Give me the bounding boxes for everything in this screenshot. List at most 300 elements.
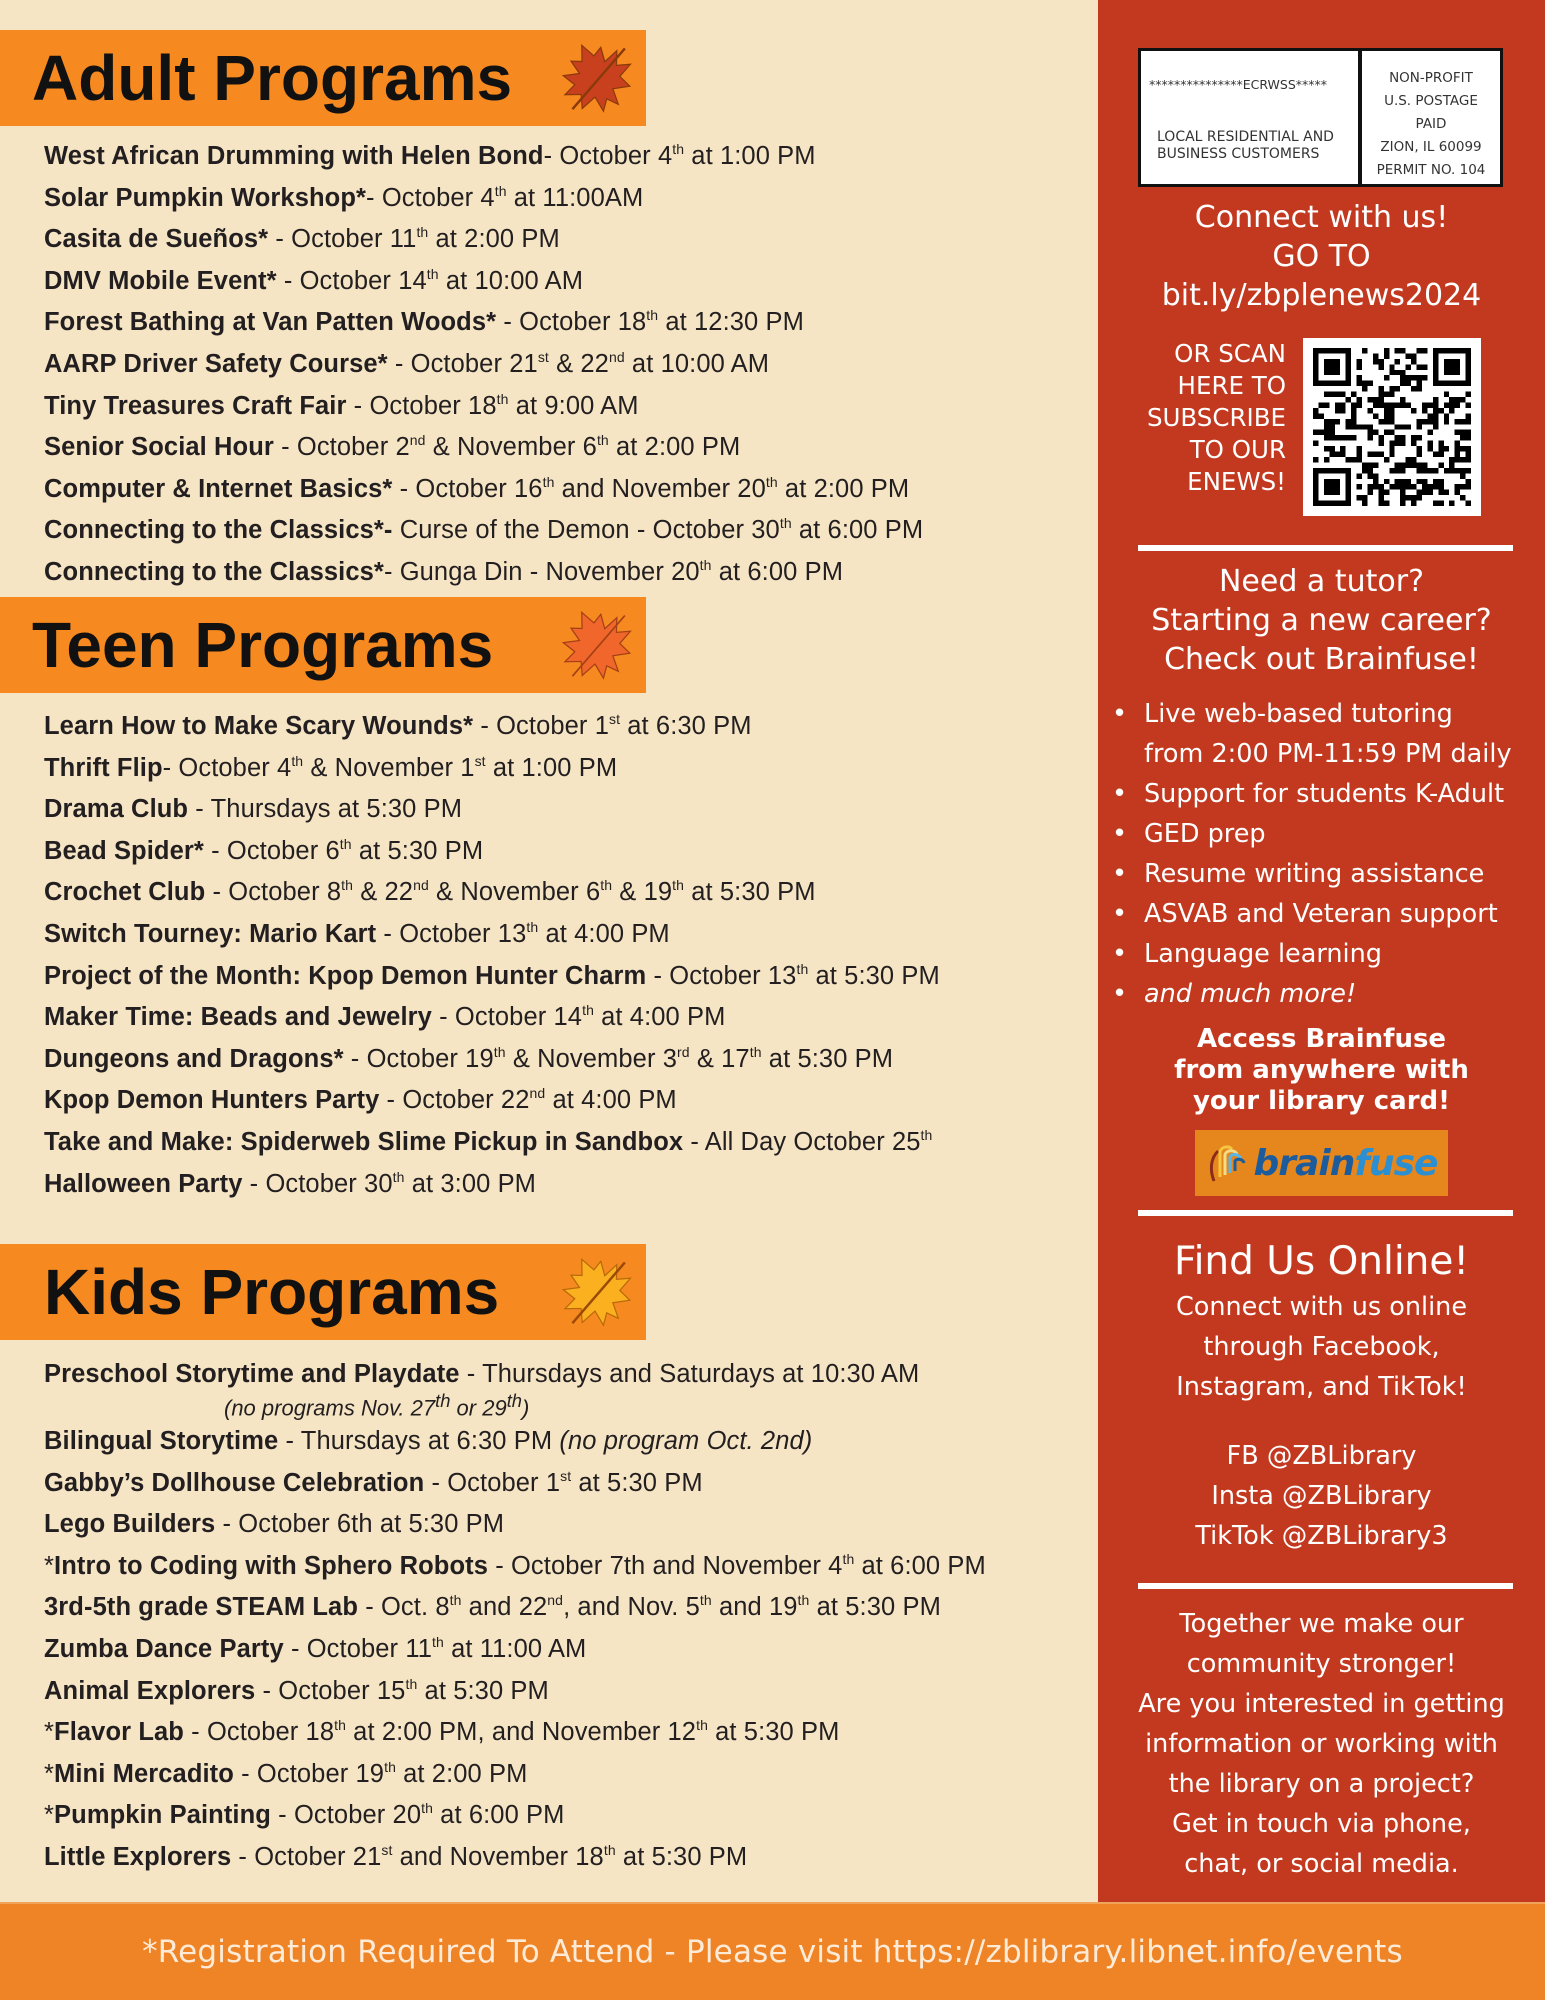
qr-module	[1455, 484, 1460, 489]
recipient-line: LOCAL RESIDENTIAL AND	[1157, 129, 1334, 145]
registration-asterisk: *	[44, 1551, 55, 1580]
kids-programs-list	[44, 1355, 986, 1879]
maple-leaf-icon	[556, 603, 638, 687]
qr-module	[1367, 381, 1372, 386]
program-schedule: - October 2nd & November 6th at 2:00 PM	[273, 432, 741, 462]
divider	[1138, 1210, 1513, 1216]
qr-module	[1395, 479, 1400, 484]
teen-programs-list	[44, 706, 940, 1205]
qr-module	[1389, 430, 1394, 435]
program-schedule: - October 1st at 5:30 PM	[424, 1467, 703, 1497]
qr-module	[1400, 501, 1405, 506]
qr-module	[1378, 392, 1383, 397]
qr-module	[1367, 462, 1372, 467]
program-schedule: - October 8th & 22nd & November 6th & 19th at 5:30 PM	[205, 877, 816, 907]
program-schedule: - October 11th at 11:00 AM	[283, 1633, 587, 1663]
permit-box	[1362, 51, 1500, 184]
qr-module	[1329, 452, 1334, 457]
qr-module	[1455, 430, 1460, 435]
qr-module	[1340, 392, 1345, 397]
qr-module	[1455, 452, 1460, 457]
permit-line: NON-PROFIT	[1389, 70, 1473, 86]
program-item	[44, 1421, 986, 1463]
qr-module	[1438, 490, 1443, 495]
qr-module	[1367, 430, 1372, 435]
qr-module	[1411, 435, 1416, 440]
qr-module	[1411, 386, 1416, 391]
program-schedule: - October 15th at 5:30 PM	[255, 1675, 549, 1705]
qr-module	[1335, 435, 1340, 440]
qr-module	[1395, 435, 1400, 440]
qr-module	[1367, 408, 1372, 413]
qr-module	[1324, 419, 1329, 424]
qr-module	[1417, 462, 1422, 467]
qr-module	[1460, 435, 1465, 440]
qr-module	[1378, 397, 1383, 402]
adult-programs-header	[0, 30, 646, 126]
qr-module	[1455, 402, 1460, 407]
qr-module	[1357, 381, 1362, 386]
qr-module	[1357, 364, 1362, 369]
qr-module	[1362, 462, 1367, 467]
qr-module	[1329, 392, 1334, 397]
qr-module	[1373, 462, 1378, 467]
registration-asterisk: *	[44, 1801, 55, 1830]
qr-module	[1324, 402, 1329, 407]
qr-module	[1357, 424, 1362, 429]
qr-module	[1422, 375, 1427, 380]
qr-module	[1335, 419, 1340, 424]
qr-module	[1466, 402, 1471, 407]
heading-line: Starting a new career?	[1151, 603, 1492, 638]
qr-module	[1427, 446, 1432, 451]
community-line: Get in touch via phone,	[1172, 1809, 1471, 1839]
program-schedule: - All Day October 25th	[683, 1126, 933, 1156]
qr-module	[1362, 348, 1367, 353]
program-schedule: - October 21st & 22nd at 10:00 AM	[387, 348, 770, 378]
qr-module	[1433, 479, 1438, 484]
qr-module	[1389, 446, 1394, 451]
recipient-line: BUSINESS CUSTOMERS	[1157, 146, 1320, 162]
program-item	[44, 1122, 940, 1164]
program-name: Project of the Month: Kpop Demon Hunter Charm	[44, 961, 647, 990]
qr-module	[1373, 413, 1378, 418]
section-title: Adult Programs	[32, 42, 513, 114]
qr-module	[1373, 452, 1378, 457]
scan-instructions	[1136, 338, 1286, 498]
qr-module	[1362, 495, 1367, 500]
program-schedule: - October 16th and November 20th at 2:00 PM	[392, 473, 910, 503]
qr-module	[1411, 457, 1416, 462]
qr-module	[1449, 468, 1454, 473]
qr-module	[1411, 484, 1416, 489]
program-item	[44, 552, 923, 594]
program-schedule: - October 19th at 2:00 PM	[233, 1758, 528, 1788]
qr-module	[1422, 348, 1427, 353]
qr-module	[1400, 348, 1405, 353]
qr-module	[1400, 375, 1405, 380]
community-line: information or working with	[1145, 1729, 1498, 1759]
program-name: Preschool Storytime and Playdate	[44, 1360, 460, 1388]
program-item	[44, 344, 923, 386]
qr-module	[1460, 446, 1465, 451]
program-name: Forest Bathing at Van Patten Woods*	[44, 308, 497, 337]
brainfuse-logo[interactable]	[1195, 1130, 1448, 1196]
qr-module	[1357, 452, 1362, 457]
qr-module	[1340, 435, 1345, 440]
program-schedule: - October 6th at 5:30 PM	[203, 835, 484, 865]
qr-module	[1324, 392, 1329, 397]
registration-asterisk: *	[44, 1718, 55, 1747]
enews-link[interactable]: bit.ly/zbplenews2024	[1161, 278, 1482, 313]
program-item	[44, 1504, 986, 1546]
qr-module	[1449, 408, 1454, 413]
program-name: Connecting to the Classics*-	[44, 516, 393, 545]
qr-module	[1422, 462, 1427, 467]
program-item	[44, 136, 923, 178]
access-line: your library card!	[1192, 1086, 1451, 1116]
scan-line: SUBSCRIBE	[1146, 403, 1286, 432]
qr-module	[1400, 424, 1405, 429]
mailing-address-box	[1141, 51, 1362, 184]
qr-module	[1411, 353, 1416, 358]
scan-line: ENEWS!	[1187, 467, 1286, 496]
qr-module	[1389, 386, 1394, 391]
qr-module	[1378, 452, 1383, 457]
qr-module	[1389, 468, 1394, 473]
program-name: Casita de Sueños*	[44, 225, 269, 254]
qr-module	[1438, 462, 1443, 467]
qr-module	[1449, 462, 1454, 467]
qr-module	[1384, 408, 1389, 413]
program-name: Intro to Coding with Sphero Robots	[54, 1551, 489, 1580]
qr-module	[1417, 452, 1422, 457]
qr-module	[1351, 419, 1356, 424]
qr-module	[1400, 402, 1405, 407]
qr-module	[1384, 419, 1389, 424]
program-item	[44, 748, 940, 790]
bullet-icon: •	[1112, 699, 1128, 729]
qr-module	[1389, 419, 1394, 424]
program-item	[44, 469, 923, 511]
qr-module	[1324, 430, 1329, 435]
program-schedule: - October 11th at 2:00 PM	[268, 224, 560, 254]
program-name: Drama Club	[44, 795, 189, 824]
program-schedule: - October 22nd at 4:00 PM	[379, 1085, 677, 1115]
qr-module	[1438, 501, 1443, 506]
info-panel	[1098, 0, 1545, 1902]
qr-module	[1449, 397, 1454, 402]
program-name: Dungeons and Dragons*	[44, 1044, 344, 1073]
qr-module	[1422, 468, 1427, 473]
qr-module	[1411, 462, 1416, 467]
qr-module	[1367, 452, 1372, 457]
program-item	[44, 872, 940, 914]
qr-module	[1433, 419, 1438, 424]
feature-item	[1112, 974, 1512, 1014]
qr-module	[1455, 419, 1460, 424]
qr-module	[1367, 473, 1372, 478]
social-handles	[1098, 1436, 1545, 1556]
qr-module	[1427, 413, 1432, 418]
program-item	[44, 1795, 986, 1837]
qr-module	[1378, 402, 1383, 407]
qr-module	[1444, 402, 1449, 407]
qr-module	[1384, 457, 1389, 462]
feature-text: Support for students K-Adult	[1144, 779, 1505, 809]
find-us-online-heading: Find Us Online!	[1174, 1239, 1469, 1284]
program-note: (no programs Nov. 27th or 29th)	[224, 1390, 530, 1421]
qr-module	[1433, 468, 1438, 473]
qr-module	[1444, 419, 1449, 424]
permit-line: U.S. POSTAGE	[1384, 93, 1478, 109]
qr-module	[1329, 424, 1334, 429]
qr-module	[1400, 479, 1405, 484]
qr-module	[1318, 430, 1323, 435]
program-schedule: - October 13th at 4:00 PM	[376, 918, 670, 948]
qr-module	[1433, 402, 1438, 407]
qr-code[interactable]	[1303, 338, 1481, 516]
feature-item	[1112, 814, 1512, 854]
qr-module	[1389, 484, 1394, 489]
feature-text: from 2:00 PM-11:59 PM daily	[1144, 739, 1512, 769]
qr-module	[1438, 446, 1443, 451]
qr-module	[1406, 462, 1411, 467]
qr-module	[1400, 381, 1405, 386]
community-line: Together we make our	[1179, 1609, 1464, 1639]
program-name: Bead Spider*	[44, 836, 204, 865]
program-schedule: - October 18th at 2:00 PM, and November 12th at 5:30 PM	[183, 1717, 840, 1747]
community-line: Are you interested in getting	[1138, 1689, 1505, 1719]
qr-module	[1460, 419, 1465, 424]
qr-module	[1411, 359, 1416, 364]
qr-module	[1351, 408, 1356, 413]
program-name: Flavor Lab	[54, 1718, 184, 1747]
qr-module	[1395, 468, 1400, 473]
qr-module	[1395, 424, 1400, 429]
qr-module	[1438, 484, 1443, 489]
qr-module	[1444, 392, 1449, 397]
registration-footer	[0, 1902, 1545, 2000]
program-schedule: - October 7th and November 4th at 6:00 PM	[488, 1550, 986, 1580]
qr-module	[1395, 402, 1400, 407]
qr-module	[1400, 397, 1405, 402]
qr-module	[1324, 424, 1329, 429]
program-name: Learn How to Make Scary Wounds*	[44, 712, 474, 740]
qr-module	[1433, 413, 1438, 418]
qr-module	[1427, 419, 1432, 424]
qr-module	[1400, 484, 1405, 489]
bullet-icon: •	[1112, 899, 1128, 929]
divider	[1138, 545, 1513, 551]
qr-module	[1406, 402, 1411, 407]
qr-module	[1466, 479, 1471, 484]
program-schedule: - October 14th at 10:00 AM	[276, 265, 584, 295]
qr-module	[1335, 402, 1340, 407]
tiktok-handle[interactable]: TikTok @ZBLibrary3	[1195, 1521, 1448, 1551]
qr-module	[1395, 359, 1400, 364]
qr-module	[1373, 479, 1378, 484]
qr-module	[1335, 392, 1340, 397]
community-message	[1098, 1604, 1545, 1884]
logo-text: fuse	[1354, 1142, 1438, 1184]
qr-module	[1340, 408, 1345, 413]
qr-module	[1460, 430, 1465, 435]
qr-module	[1367, 424, 1372, 429]
program-item	[44, 219, 923, 261]
qr-module	[1373, 359, 1378, 364]
qr-module	[1417, 479, 1422, 484]
registration-notice[interactable]: *Registration Required To Attend - Please visit https://zblibrary.libnet.info/events	[142, 1934, 1403, 1970]
qr-module	[1384, 402, 1389, 407]
qr-module	[1313, 413, 1318, 418]
qr-module	[1324, 479, 1340, 495]
qr-module	[1449, 402, 1454, 407]
registration-asterisk: *	[44, 1759, 55, 1788]
ecrwss-line: ***************ECRWSS*****	[1149, 77, 1328, 92]
qr-module	[1357, 402, 1362, 407]
qr-module	[1324, 446, 1329, 451]
qr-module	[1357, 495, 1362, 500]
qr-module	[1411, 501, 1416, 506]
qr-module	[1433, 452, 1438, 457]
qr-module	[1427, 430, 1432, 435]
qr-module	[1351, 424, 1356, 429]
qr-module	[1466, 430, 1471, 435]
qr-module	[1313, 408, 1318, 413]
qr-module	[1460, 473, 1465, 478]
program-name: Kpop Demon Hunters Party	[44, 1086, 380, 1115]
qr-module	[1433, 408, 1438, 413]
qr-module	[1384, 353, 1389, 358]
program-item	[44, 510, 923, 552]
qr-module	[1351, 413, 1356, 418]
qr-module	[1378, 364, 1383, 369]
program-schedule: - October 14th at 4:00 PM	[431, 1002, 726, 1032]
program-name: Tiny Treasures Craft Fair	[44, 391, 347, 420]
adult-programs-list	[44, 136, 923, 594]
program-schedule: - October 18th at 12:30 PM	[496, 307, 804, 337]
qr-module	[1389, 392, 1394, 397]
program-schedule: - Thursdays at 5:30 PM	[188, 795, 463, 824]
qr-module	[1351, 392, 1356, 397]
qr-module	[1460, 495, 1465, 500]
section-title: Kids Programs	[44, 1256, 500, 1328]
program-name: 3rd-5th grade STEAM Lab	[44, 1593, 359, 1622]
qr-module	[1389, 413, 1394, 418]
program-schedule: - October 4th at 1:00 PM	[543, 141, 816, 170]
qr-module	[1433, 397, 1438, 402]
program-name: Crochet Club	[44, 878, 206, 907]
qr-module	[1351, 457, 1356, 462]
program-item	[44, 1355, 986, 1389]
connect-goto: GO TO	[1272, 239, 1371, 274]
qr-module	[1357, 446, 1362, 451]
qr-module	[1318, 413, 1323, 418]
qr-module	[1417, 446, 1422, 451]
qr-module	[1362, 501, 1367, 506]
bullet-icon: •	[1112, 819, 1128, 849]
feature-item	[1112, 694, 1512, 774]
qr-module	[1389, 364, 1394, 369]
online-line: Connect with us online	[1175, 1292, 1468, 1322]
qr-module	[1411, 441, 1416, 446]
qr-module	[1455, 397, 1460, 402]
feature-text: ASVAB and Veteran support	[1144, 899, 1498, 929]
qr-module	[1362, 424, 1367, 429]
program-item	[44, 302, 923, 344]
qr-module	[1433, 424, 1438, 429]
program-item	[44, 956, 940, 998]
qr-module	[1367, 397, 1372, 402]
qr-module	[1340, 402, 1345, 407]
program-schedule: - October 4th & November 1st at 1:00 PM	[162, 752, 618, 782]
qr-module	[1329, 446, 1334, 451]
program-name: Senior Social Hour	[44, 433, 274, 462]
qr-module	[1395, 386, 1400, 391]
qr-module	[1400, 462, 1405, 467]
instagram-handle[interactable]: Insta @ZBLibrary	[1211, 1481, 1432, 1511]
qr-module	[1449, 457, 1454, 462]
teen-programs-header	[0, 597, 646, 693]
qr-module	[1417, 386, 1422, 391]
qr-module	[1417, 419, 1422, 424]
qr-module	[1460, 457, 1465, 462]
qr-module	[1466, 457, 1471, 462]
program-item	[44, 1629, 986, 1671]
qr-module	[1417, 490, 1422, 495]
qr-module	[1466, 435, 1471, 440]
program-name: Zumba Dance Party	[44, 1634, 284, 1663]
program-schedule: - October 20th at 6:00 PM	[270, 1800, 565, 1830]
qr-module	[1411, 375, 1416, 380]
brainfuse-head-icon	[1206, 1141, 1250, 1185]
qr-module	[1378, 419, 1383, 424]
qr-module	[1362, 386, 1367, 391]
bullet-icon: •	[1112, 779, 1128, 809]
qr-module	[1373, 484, 1378, 489]
program-name: Solar Pumpkin Workshop*	[44, 183, 367, 212]
qr-module	[1422, 490, 1427, 495]
maple-leaf-icon	[556, 1250, 638, 1334]
qr-module	[1466, 452, 1471, 457]
qr-module	[1378, 441, 1383, 446]
feature-text: GED prep	[1144, 819, 1266, 849]
qr-module	[1346, 435, 1351, 440]
program-name: Connecting to the Classics*	[44, 557, 384, 586]
qr-module	[1389, 402, 1394, 407]
program-item	[44, 1546, 986, 1588]
qr-module	[1313, 430, 1318, 435]
qr-module	[1357, 359, 1362, 364]
program-item	[44, 1039, 940, 1081]
qr-module	[1466, 501, 1471, 506]
qr-module	[1460, 484, 1465, 489]
program-name: West African Drumming with Helen Bond	[44, 142, 544, 170]
program-name: Thrift Flip	[44, 753, 163, 782]
qr-module	[1466, 468, 1471, 473]
program-name: Pumpkin Painting	[54, 1801, 271, 1830]
qr-module	[1422, 484, 1427, 489]
qr-module	[1400, 495, 1405, 500]
community-line: the library on a project?	[1168, 1769, 1475, 1799]
qr-module	[1444, 490, 1449, 495]
program-item	[44, 1712, 986, 1754]
program-schedule: - Oct. 8th and 22nd, and Nov. 5th and 19th at 5:30 PM	[358, 1592, 941, 1622]
facebook-handle[interactable]: FB @ZBLibrary	[1226, 1441, 1417, 1471]
qr-module	[1395, 441, 1400, 446]
qr-module	[1367, 490, 1372, 495]
